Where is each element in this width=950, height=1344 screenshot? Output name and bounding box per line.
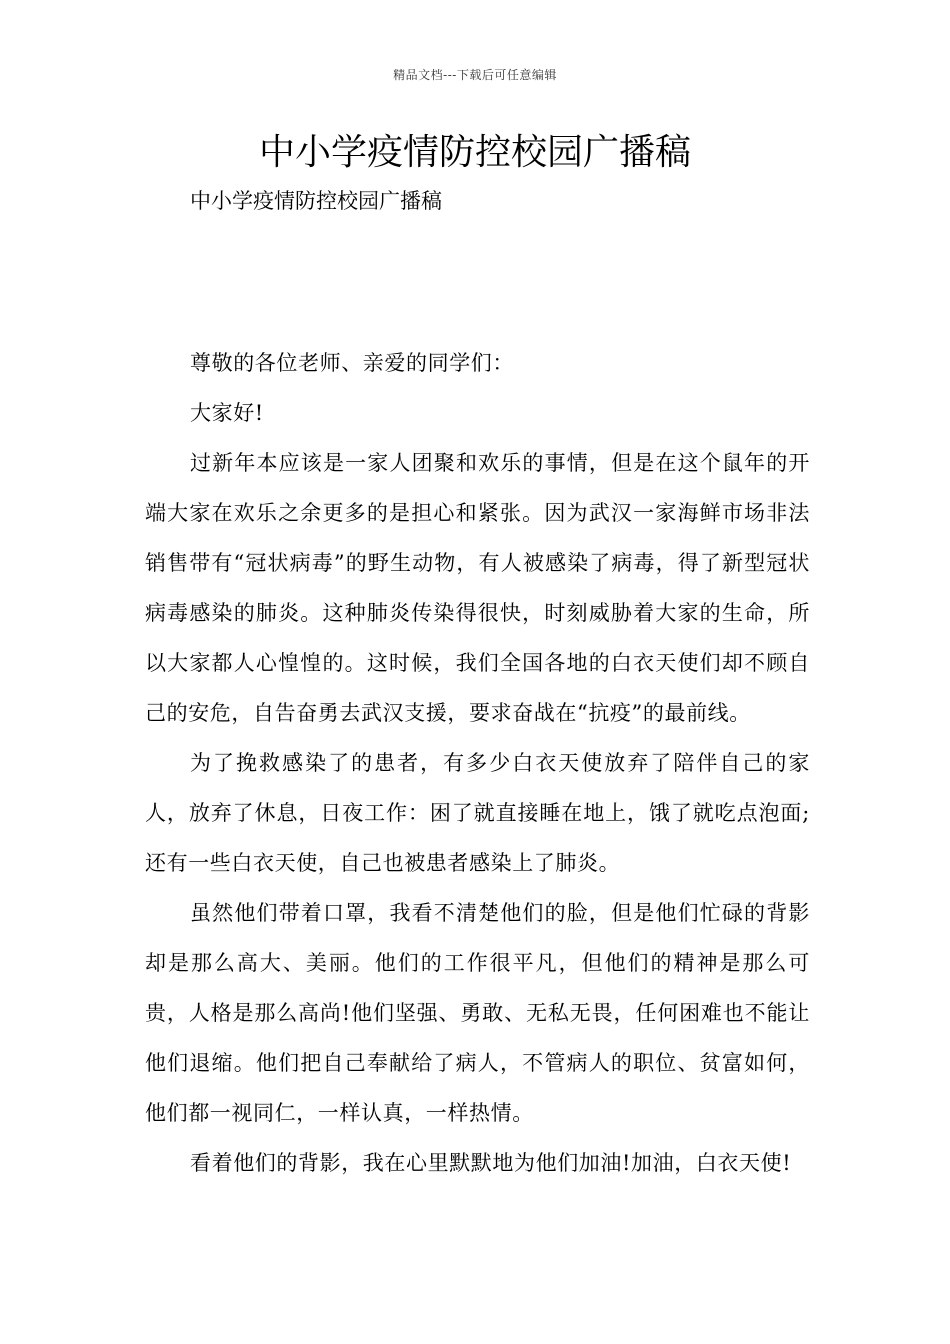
paragraph: 过新年本应该是一家人团聚和欢乐的事情，但是在这个鼠年的开端大家在欢乐之余更多的是担心和紧张。因为武汉一家海鲜市场非法销售带有“冠状病毒”的野生动物，有人被感染了病毒，得了新型冠状病毒感染的肺炎。这种肺炎传染得很快，时刻威胁着大家的生命，所以大家都人心惶惶的。这时候，我们全国各地的白衣天使们却不顾自己的安危，自告奋勇去武汉支援，要求奋战在“抗疫”的最前线。 (145, 451, 810, 725)
document-title: 中小学疫情防控校园广播稿 (258, 132, 691, 173)
document-subtitle: 中小学疫情防控校园广播稿 (190, 189, 442, 213)
paragraph: 看着他们的背影，我在心里默默地为他们加油!加油，白衣天使! (190, 1151, 792, 1175)
paragraph-greeting: 大家好! (190, 401, 264, 425)
paragraph: 虽然他们带着口罩，我看不清楚他们的脸，但是他们忙碌的背影却是那么高大、美丽。他们的工作很平凡，但他们的精神是那么可贵，人格是那么高尚!他们坚强、勇敢、无私无畏，任何困难也不能让他们退缩。他们把自己奉献给了病人，不管病人的职位、贫富如何，他们都一视同仁，一样认真，一样热情。 (145, 901, 810, 1125)
paragraph: 为了挽救感染了的患者，有多少白衣天使放弃了陪伴自己的家人，放弃了休息，日夜工作：困了就直接睡在地上，饿了就吃点泡面;还有一些白衣天使，自己也被患者感染上了肺炎。 (145, 751, 810, 875)
header-watermark: 精品文档---下载后可任意编辑 (393, 68, 557, 82)
paragraph-salutation: 尊敬的各位老师、亲爱的同学们： (190, 351, 514, 375)
document-body (145, 338, 810, 1188)
